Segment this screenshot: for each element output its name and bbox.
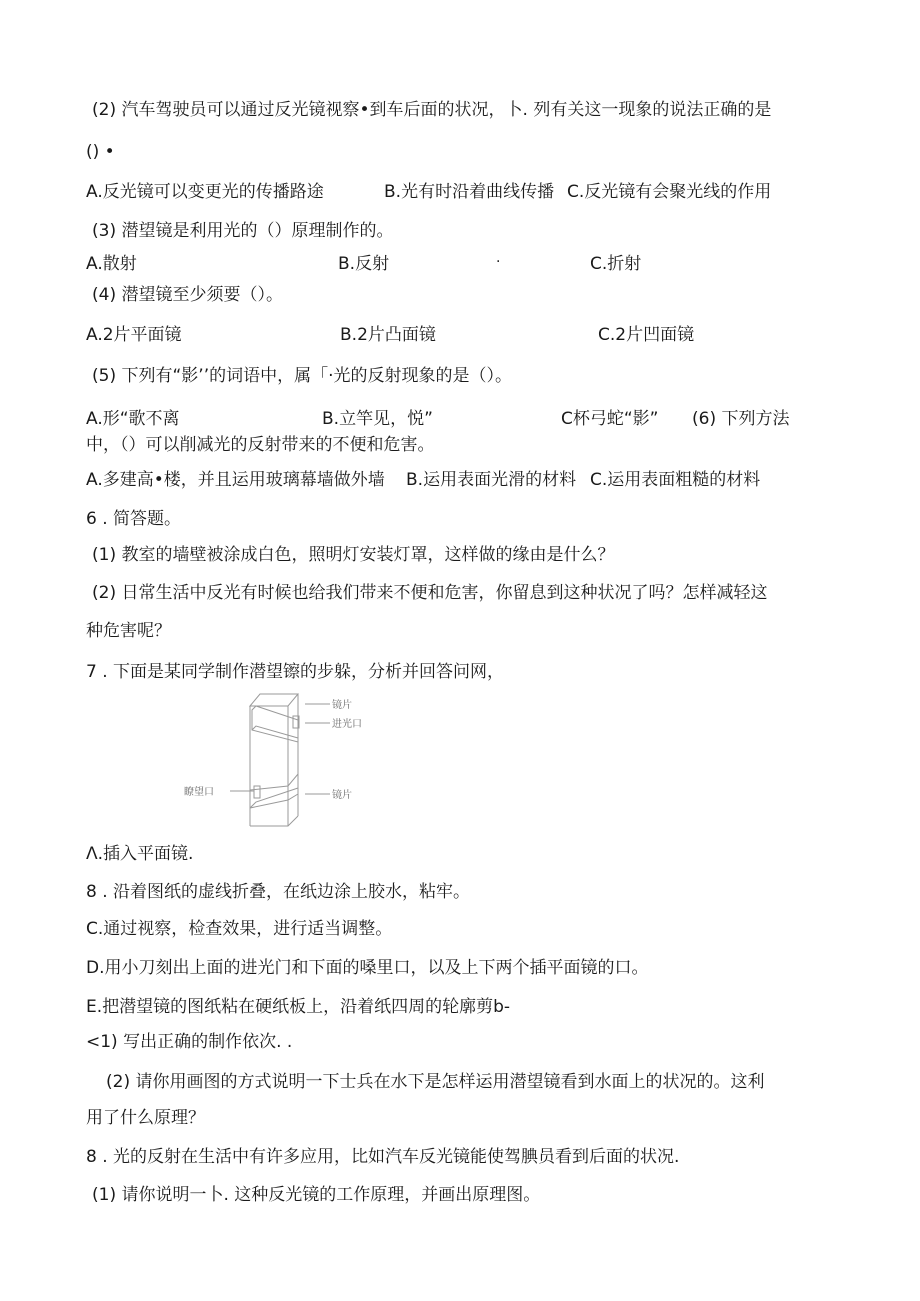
q7-sub2-cont: 用了什么原理？ (86, 1108, 205, 1128)
q5-sub2-option-b: B.光有时沿着曲线传播 (384, 182, 555, 202)
q7-step-d: D.用小刀刻出上面的进光门和下面的嗓里口，以及上下两个插平面镜的口。 (86, 958, 649, 978)
q5-sub3-option-a: A.散射 (86, 254, 137, 274)
label-light-inlet: 进光口 (332, 719, 362, 730)
q5-sub5-option-c: C杯弓蛇“影” (561, 409, 659, 429)
q7-step-e: E.把潜望镜的图纸粘在硬纸板上，沿着纸四周的轮廓剪b- (86, 997, 511, 1017)
q5-sub2-text: (2) 汽车驾驶员可以通过反光镜视察•到车后面的状况，卜. 列有关这一现象的说法正确的是 (92, 100, 772, 120)
q5-sub6-text-cont: 中，（）可以削减光的反射带来的不便和危害。 (86, 435, 435, 455)
q7-step-b: 8 . 沿着图纸的虚线折叠，在纸边涂上胶水，粘牢。 (86, 882, 471, 902)
q5-sub2-option-c: C.反光镜有会聚光线的作用 (567, 182, 772, 202)
q5-sub3-option-c: C.折射 (590, 254, 642, 274)
q5-sub6-option-c: C.运用表面粗糙的材料 (590, 470, 761, 490)
q8-sub1-text: (1) 请你说明一卜. 这种反光镜的工作原理，并画出原理图。 (92, 1185, 541, 1205)
q5-sub3-text: (3) 潜望镜是利用光的（）原理制作的。 (92, 221, 394, 241)
q5-sub2-option-a: A.反光镜可以变更光的传播路途 (86, 182, 324, 202)
q7-sub1-text: <1) 写出正确的制作依次. . (86, 1032, 293, 1052)
q5-sub5-option-a: A.形“歌不离 (86, 409, 180, 429)
q6-sub2-cont: 种危害呢？ (86, 621, 171, 641)
q5-sub5-option-b: B.立竿见，悦” (322, 409, 433, 429)
q5-sub2-blank: () • (86, 142, 115, 162)
q5-sub4-text: (4) 潜望镜至少须要（）。 (92, 285, 283, 305)
q5-sub4-option-a: A.2片平面镜 (86, 325, 182, 345)
q5-sub4-option-b: B.2片凸面镜 (340, 325, 436, 345)
label-view-port: 瞭望口 (184, 787, 214, 798)
q5-sub6-option-b: B.运用表面光滑的材料 (406, 470, 577, 490)
q8-title: 8 . 光的反射在生活中有许多应用，比如汽车反光镜能使驾腆员看到后面的状况. (86, 1147, 680, 1167)
label-mirror-top: 镜片 (332, 700, 352, 711)
q5-sub6-text-start: (6) 下列方法 (692, 409, 790, 429)
q7-step-c: C.通过视察，检查效果，进行适当调整。 (86, 919, 393, 939)
q7-step-a: Λ.插入平面镜. (86, 844, 194, 864)
label-mirror-bottom: 镜片 (332, 790, 352, 801)
q6-sub2-text: (2) 日常生活中反光有时候也给我们带来不便和危害，你留息到这种状况了吗？怎样减轻这 (92, 583, 768, 603)
q7-sub2-text: (2) 请你用画图的方式说明一下士兵在水下是怎样运用潜望镜看到水面上的状况的。这利 (106, 1072, 765, 1092)
q5-sub5-text: (5) 下列有“影’’的词语中，属「·光的反射现象的是（）。 (92, 366, 513, 386)
q5-sub6-option-a: A.多建高•楼，并且运用玻璃幕墙做外墙 (86, 470, 385, 490)
stray-dot: · (496, 254, 501, 270)
q6-title: 6 . 简答题。 (86, 509, 182, 529)
q7-title: 7 . 下面是某同学制作潜望镲的步躲，分析并回答问网， (86, 662, 505, 682)
q5-sub3-option-b: B.反射 (338, 254, 390, 274)
q6-sub1-text: (1) 教室的墙壁被涂成白色，照明灯安装灯罩，这样做的缘由是什么？ (92, 545, 615, 565)
q5-sub4-option-c: C.2片凹面镜 (598, 325, 695, 345)
periscope-diagram (180, 690, 410, 840)
